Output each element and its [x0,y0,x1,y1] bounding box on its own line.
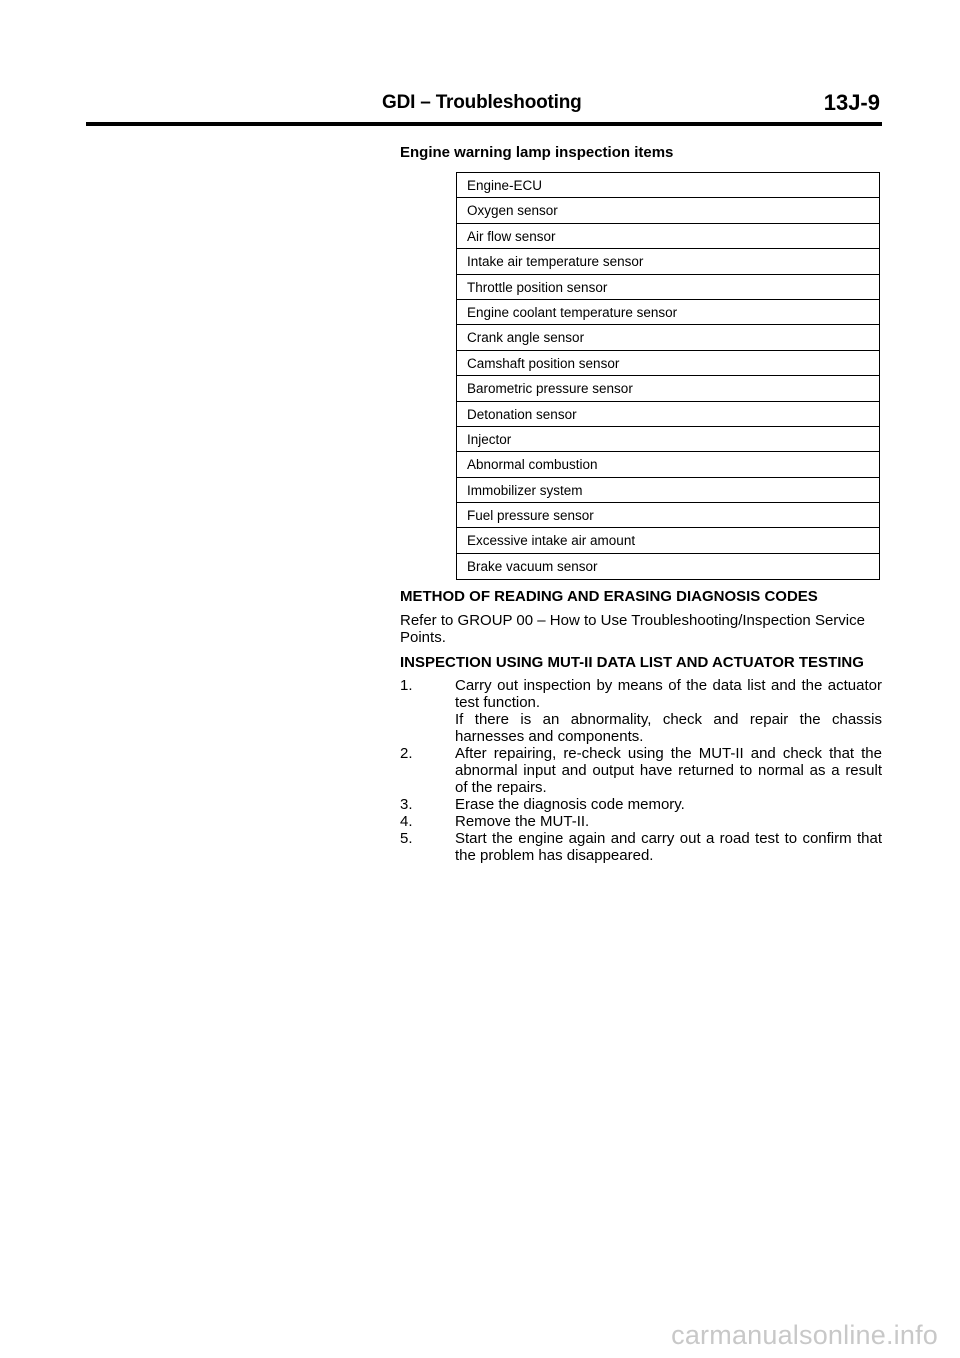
table-row: Abnormal combustion [457,452,879,477]
inspection-step [400,813,882,830]
watermark: carmanualsonline.info [671,1320,938,1350]
inspection-heading: INSPECTION USING MUT-II DATA LIST AND ACTUATOR TESTING [400,654,864,672]
page-header [86,92,882,126]
table-row: Detonation sensor [457,402,879,427]
table-row: Air flow sensor [457,224,879,249]
step-text: Start the engine again and carry out a road test to confirm that the problem has disappeared. [455,830,882,865]
lamp-items-table [456,172,880,580]
table-row: Engine coolant temperature sensor [457,300,879,325]
inspection-steps [400,677,882,864]
header-rule [86,122,882,126]
inspection-step [400,677,882,745]
step-text: Erase the diagnosis code memory. [455,796,685,814]
page-title: GDI – Troubleshooting [382,92,582,113]
step-number: 3. [400,796,413,814]
step-number: 1. [400,677,413,695]
inspection-step [400,745,882,796]
page-content [400,144,882,864]
method-heading: METHOD OF READING AND ERASING DIAGNOSIS CODES [400,588,818,606]
inspection-step [400,830,882,864]
table-row: Camshaft position sensor [457,351,879,376]
table-row: Intake air temperature sensor [457,249,879,274]
table-row: Excessive intake air amount [457,528,879,553]
table-row: Injector [457,427,879,452]
table-row: Engine-ECU [457,173,879,198]
step-text: Remove the MUT-II. [455,813,590,831]
method-text: Refer to GROUP 00 – How to Use Troubleshooting/Inspection Service Points. [400,612,865,647]
step-number: 4. [400,813,413,831]
table-row: Fuel pressure sensor [457,503,879,528]
page-number: 13J-9 [823,90,880,115]
step-number: 5. [400,830,413,848]
table-row: Oxygen sensor [457,198,879,223]
table-row: Crank angle sensor [457,325,879,350]
table-row: Barometric pressure sensor [457,376,879,401]
table-row: Brake vacuum sensor [467,558,598,574]
lamp-items-heading: Engine warning lamp inspection items [400,144,674,161]
table-row: Throttle position sensor [457,275,879,300]
step-text: Carry out inspection by means of the data list and the actuator test function. [455,677,882,712]
table-row: Immobilizer system [457,478,879,503]
inspection-step [400,796,882,813]
step-text: After repairing, re-check using the MUT-II and check that the abnormal input and output have returned to normal as a result of the repairs. [455,745,882,797]
step-number: 2. [400,745,413,763]
step-subtext: If there is an abnormality, check and repair the chassis harnesses and components. [455,711,882,746]
